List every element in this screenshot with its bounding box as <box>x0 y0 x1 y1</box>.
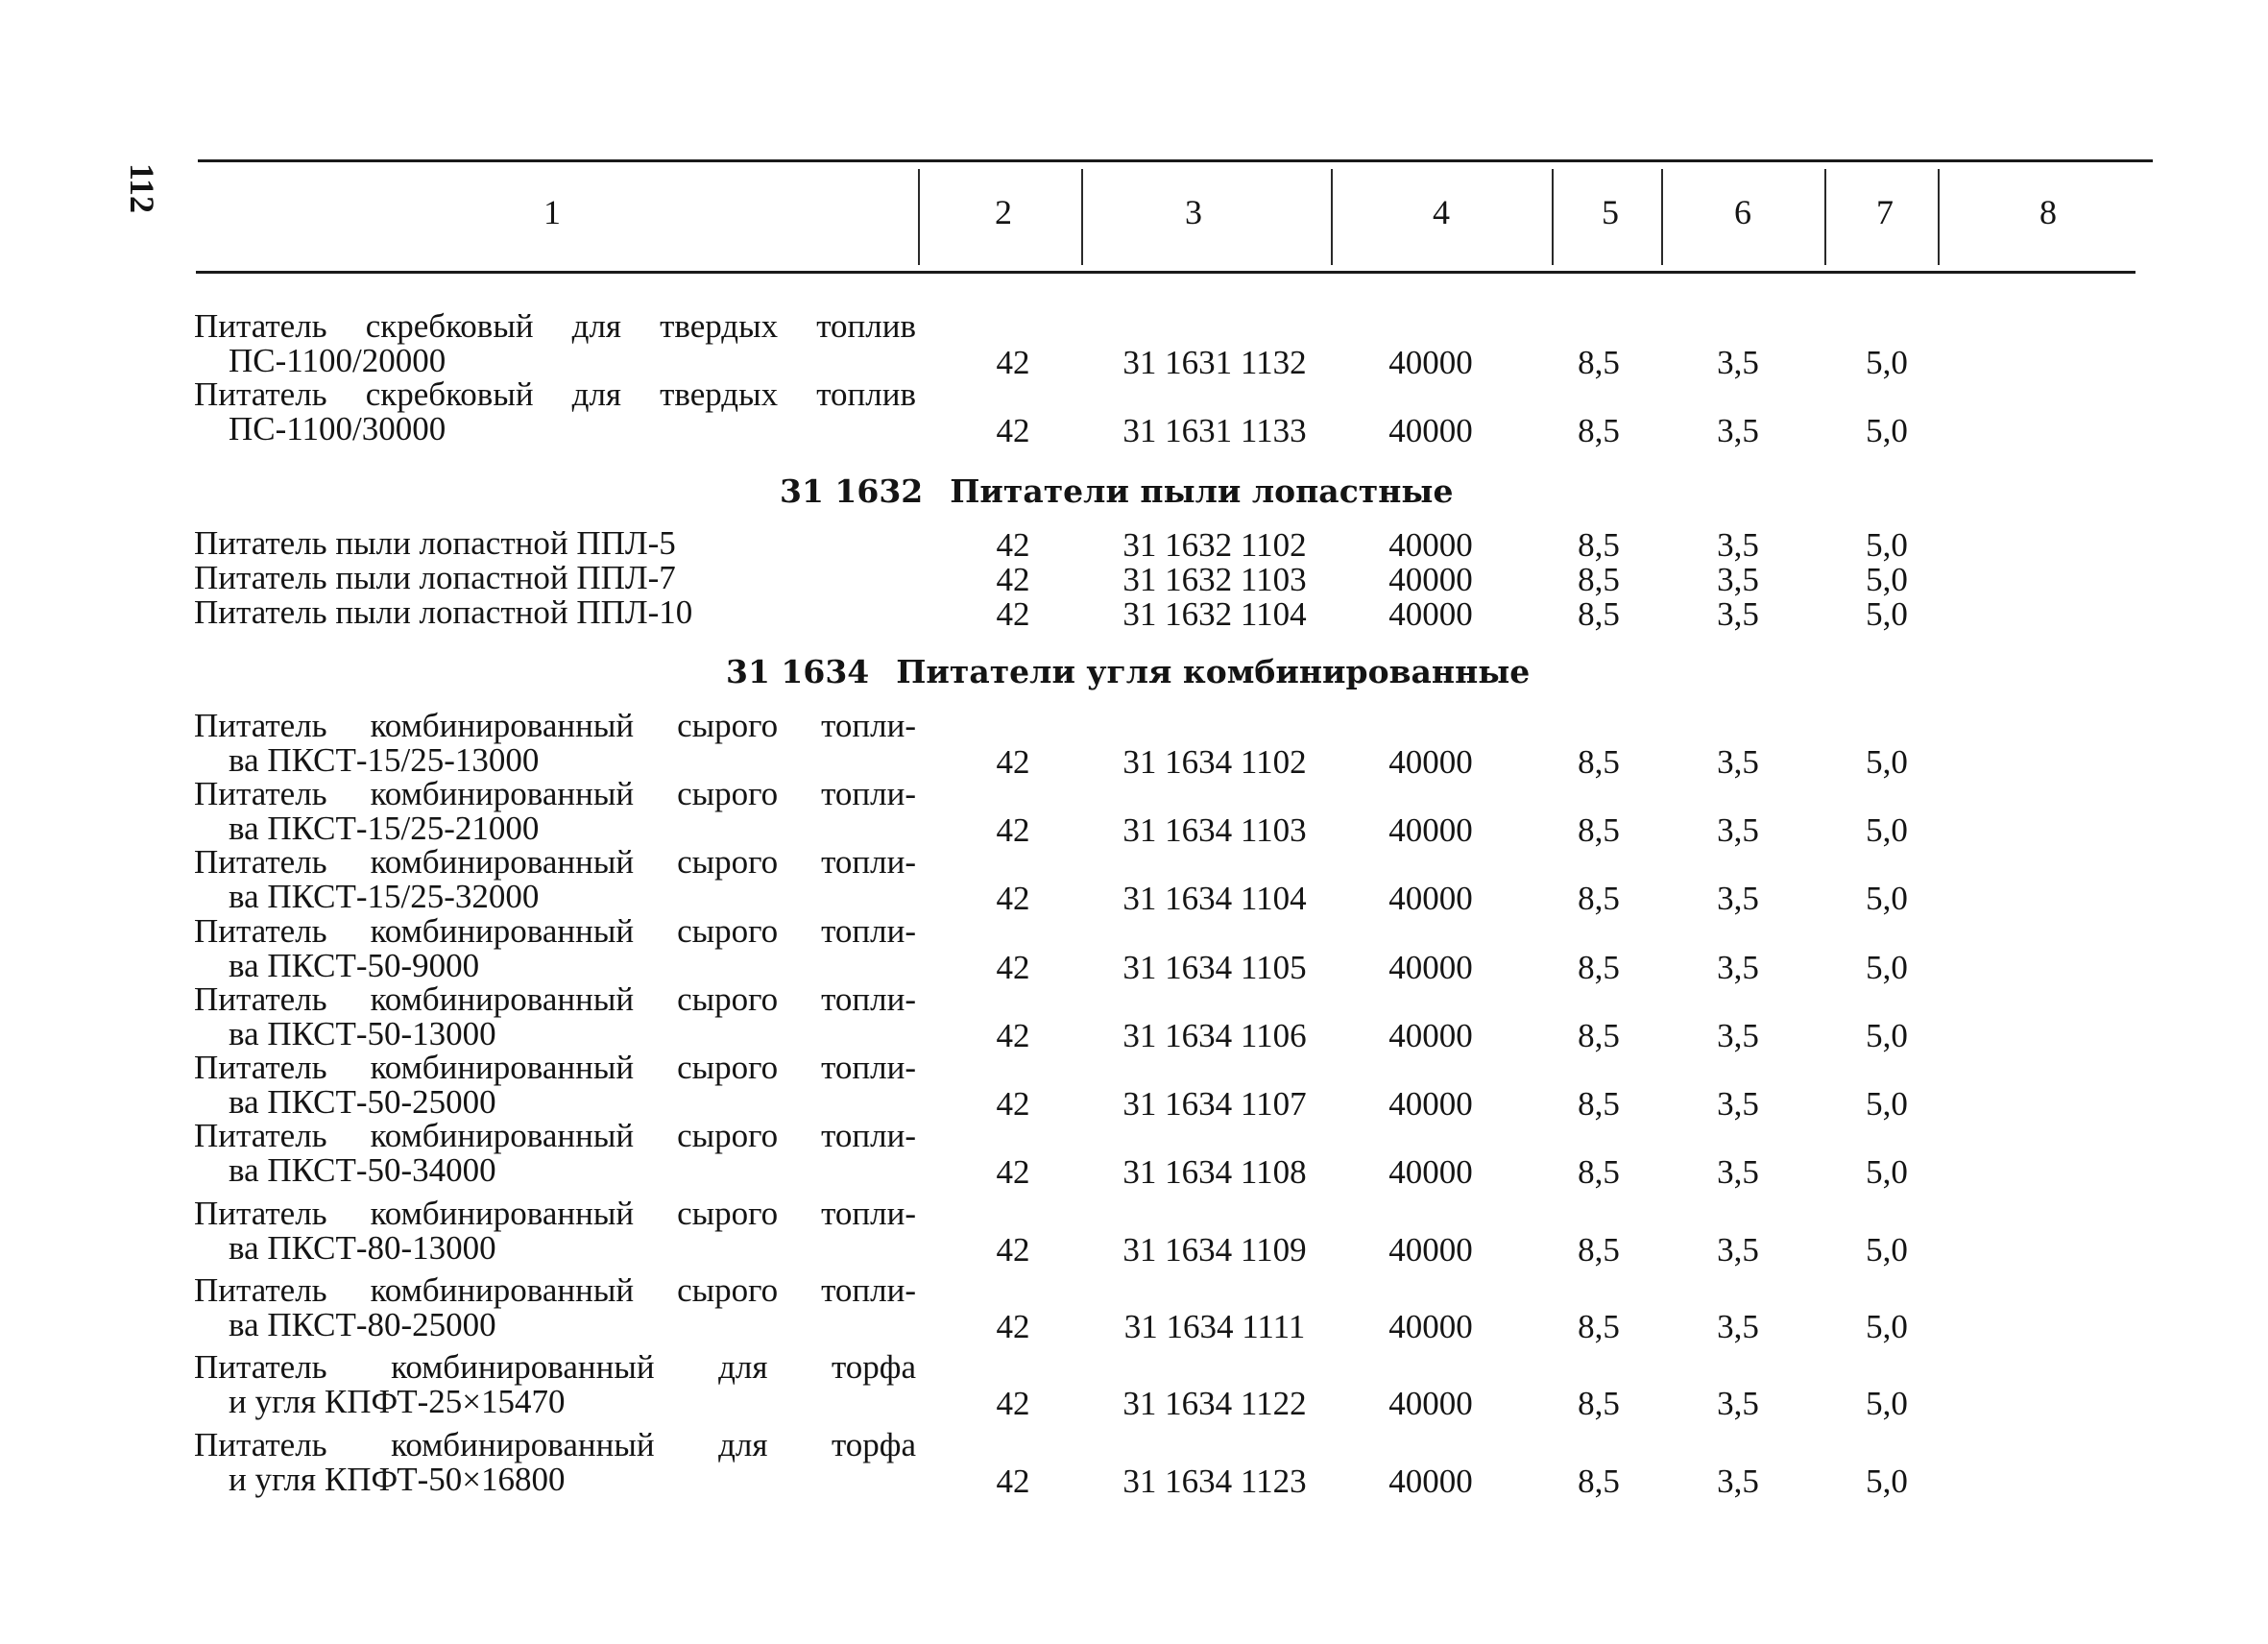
cell-c7: 5,0 <box>1866 1153 1908 1191</box>
cell-c7: 5,0 <box>1866 412 1908 449</box>
item-name-line: ва ПКСТ-50-25000 <box>229 1083 496 1121</box>
cell-c6: 3,5 <box>1717 1308 1759 1345</box>
item-name-line: ва ПКСТ-50-9000 <box>229 947 480 984</box>
cell-c5: 8,5 <box>1578 344 1620 381</box>
item-name-line: ва ПКСТ-15/25-21000 <box>229 810 540 847</box>
cell-c6: 3,5 <box>1717 1463 1759 1500</box>
cell-c5: 8,5 <box>1578 1231 1620 1269</box>
cell-c4: 40000 <box>1388 561 1473 598</box>
cell-c3: 31 1632 1103 <box>1122 561 1307 598</box>
cell-c3: 31 1634 1106 <box>1122 1017 1307 1054</box>
cell-c4: 40000 <box>1388 1308 1473 1345</box>
cell-c2: 42 <box>996 595 1030 633</box>
table-header-rule <box>196 271 2135 274</box>
item-name <box>194 845 916 914</box>
header-divider <box>1661 169 1663 265</box>
item-name <box>194 526 916 561</box>
cell-c3: 31 1634 1108 <box>1122 1153 1307 1191</box>
header-col-3: 3 <box>1185 193 1202 231</box>
header-divider <box>1331 169 1333 265</box>
header-col-8: 8 <box>2039 193 2057 231</box>
cell-c4: 40000 <box>1388 412 1473 449</box>
header-col-2: 2 <box>995 193 1012 231</box>
item-name-line: Питатель комбинированный для торфа <box>194 1348 916 1386</box>
cell-c2: 42 <box>996 743 1030 781</box>
cell-c5: 8,5 <box>1578 1308 1620 1345</box>
item-name <box>194 777 916 846</box>
cell-c5: 8,5 <box>1578 1017 1620 1054</box>
cell-c4: 40000 <box>1388 595 1473 633</box>
cell-c5: 8,5 <box>1578 880 1620 917</box>
section-name: Питатели пыли лопастные <box>950 472 1454 510</box>
item-name <box>194 1051 916 1120</box>
cell-c3: 31 1634 1103 <box>1122 811 1307 849</box>
cell-c5: 8,5 <box>1578 1085 1620 1123</box>
header-col-7: 7 <box>1876 193 1894 231</box>
header-divider <box>1824 169 1826 265</box>
item-name-line: Питатель комбинированный сырого топли- <box>194 912 916 950</box>
cell-c3: 31 1634 1105 <box>1122 949 1307 986</box>
section-name: Питатели угля комбинированные <box>896 653 1531 690</box>
header-col-1: 1 <box>543 193 561 231</box>
cell-c3: 31 1634 1102 <box>1122 743 1307 781</box>
item-name-line: Питатель пыли лопастной ППЛ-5 <box>194 524 676 562</box>
cell-c2: 42 <box>996 344 1030 381</box>
cell-c7: 5,0 <box>1866 1017 1908 1054</box>
cell-c4: 40000 <box>1388 1231 1473 1269</box>
item-name-line: Питатель комбинированный для торфа <box>194 1426 916 1463</box>
item-name-line: ва ПКСТ-80-13000 <box>229 1229 496 1267</box>
item-name-line: Питатель комбинированный сырого топли- <box>194 1117 916 1154</box>
cell-c7: 5,0 <box>1866 743 1908 781</box>
cell-c7: 5,0 <box>1866 949 1908 986</box>
cell-c5: 8,5 <box>1578 1463 1620 1500</box>
cell-c2: 42 <box>996 1463 1030 1500</box>
cell-c3: 31 1634 1109 <box>1122 1231 1307 1269</box>
cell-c3: 31 1631 1133 <box>1122 412 1307 449</box>
cell-c4: 40000 <box>1388 743 1473 781</box>
cell-c5: 8,5 <box>1578 743 1620 781</box>
cell-c3: 31 1632 1102 <box>1122 526 1307 564</box>
cell-c3: 31 1634 1107 <box>1122 1085 1307 1123</box>
cell-c4: 40000 <box>1388 526 1473 564</box>
cell-c7: 5,0 <box>1866 880 1908 917</box>
header-col-5: 5 <box>1602 193 1619 231</box>
header-divider <box>1938 169 1940 265</box>
cell-c2: 42 <box>996 1017 1030 1054</box>
cell-c6: 3,5 <box>1717 949 1759 986</box>
cell-c6: 3,5 <box>1717 811 1759 849</box>
item-name <box>194 914 916 983</box>
header-divider <box>1081 169 1083 265</box>
page-number: 112 <box>123 162 161 213</box>
header-divider <box>1552 169 1554 265</box>
item-name <box>194 1273 916 1342</box>
cell-c6: 3,5 <box>1717 1085 1759 1123</box>
cell-c4: 40000 <box>1388 1385 1473 1422</box>
cell-c7: 5,0 <box>1866 344 1908 381</box>
cell-c7: 5,0 <box>1866 1231 1908 1269</box>
header-col-4: 4 <box>1433 193 1450 231</box>
item-name-line: Питатель пыли лопастной ППЛ-10 <box>194 593 693 631</box>
cell-c7: 5,0 <box>1866 595 1908 633</box>
cell-c6: 3,5 <box>1717 561 1759 598</box>
item-name-line: ПС-1100/30000 <box>229 410 446 447</box>
section-title <box>726 653 1530 690</box>
item-name-line: Питатель комбинированный сырого топли- <box>194 980 916 1018</box>
item-name-line: ва ПКСТ-15/25-32000 <box>229 878 540 915</box>
cell-c6: 3,5 <box>1717 1385 1759 1422</box>
section-title <box>780 472 1453 510</box>
header-col-6: 6 <box>1734 193 1751 231</box>
cell-c3: 31 1631 1132 <box>1122 344 1307 381</box>
cell-c4: 40000 <box>1388 1085 1473 1123</box>
item-name-line: ва ПКСТ-50-34000 <box>229 1151 496 1189</box>
cell-c2: 42 <box>996 949 1030 986</box>
cell-c2: 42 <box>996 811 1030 849</box>
header-divider <box>918 169 920 265</box>
cell-c6: 3,5 <box>1717 1017 1759 1054</box>
item-name-line: Питатель пыли лопастной ППЛ-7 <box>194 559 676 596</box>
item-name-line: Питатель скребковый для твердых топлив <box>194 375 916 413</box>
cell-c2: 42 <box>996 1231 1030 1269</box>
cell-c6: 3,5 <box>1717 1153 1759 1191</box>
item-name-line: Питатель скребковый для твердых топлив <box>194 307 916 345</box>
cell-c4: 40000 <box>1388 880 1473 917</box>
item-name-line: Питатель комбинированный сырого топли- <box>194 707 916 744</box>
cell-c3: 31 1634 1123 <box>1122 1463 1307 1500</box>
cell-c5: 8,5 <box>1578 949 1620 986</box>
cell-c6: 3,5 <box>1717 743 1759 781</box>
cell-c6: 3,5 <box>1717 344 1759 381</box>
section-code: 31 1634 <box>726 653 870 690</box>
cell-c6: 3,5 <box>1717 880 1759 917</box>
item-name <box>194 1197 916 1266</box>
item-name <box>194 709 916 778</box>
table-top-rule <box>198 159 2153 162</box>
cell-c2: 42 <box>996 1385 1030 1422</box>
item-name-line: Питатель комбинированный сырого топли- <box>194 1049 916 1086</box>
item-name-line: и угля КПФТ-25×15470 <box>229 1383 566 1420</box>
cell-c3: 31 1634 1111 <box>1123 1308 1306 1345</box>
item-name <box>194 1428 916 1497</box>
item-name <box>194 982 916 1052</box>
item-name-line: ва ПКСТ-50-13000 <box>229 1015 496 1052</box>
item-name-line: и угля КПФТ-50×16800 <box>229 1461 566 1498</box>
cell-c4: 40000 <box>1388 1463 1473 1500</box>
item-name-line: Питатель комбинированный сырого топли- <box>194 1271 916 1309</box>
item-name-line: Питатель комбинированный сырого топли- <box>194 1195 916 1232</box>
cell-c7: 5,0 <box>1866 1463 1908 1500</box>
cell-c6: 3,5 <box>1717 526 1759 564</box>
cell-c4: 40000 <box>1388 811 1473 849</box>
cell-c2: 42 <box>996 526 1030 564</box>
cell-c5: 8,5 <box>1578 412 1620 449</box>
item-name-line: ва ПКСТ-15/25-13000 <box>229 741 540 779</box>
item-name-line: Питатель комбинированный сырого топли- <box>194 775 916 812</box>
cell-c6: 3,5 <box>1717 595 1759 633</box>
cell-c2: 42 <box>996 1085 1030 1123</box>
cell-c2: 42 <box>996 1153 1030 1191</box>
cell-c5: 8,5 <box>1578 526 1620 564</box>
cell-c5: 8,5 <box>1578 595 1620 633</box>
cell-c7: 5,0 <box>1866 561 1908 598</box>
section-code: 31 1632 <box>780 472 924 510</box>
cell-c4: 40000 <box>1388 949 1473 986</box>
cell-c4: 40000 <box>1388 344 1473 381</box>
cell-c7: 5,0 <box>1866 1308 1908 1345</box>
cell-c7: 5,0 <box>1866 526 1908 564</box>
item-name <box>194 1350 916 1419</box>
item-name-line: ПС-1100/20000 <box>229 342 446 379</box>
cell-c5: 8,5 <box>1578 1153 1620 1191</box>
cell-c6: 3,5 <box>1717 1231 1759 1269</box>
cell-c5: 8,5 <box>1578 561 1620 598</box>
cell-c3: 31 1634 1104 <box>1122 880 1307 917</box>
item-name <box>194 309 916 378</box>
cell-c6: 3,5 <box>1717 412 1759 449</box>
cell-c4: 40000 <box>1388 1153 1473 1191</box>
item-name-line: Питатель комбинированный сырого топли- <box>194 843 916 881</box>
cell-c5: 8,5 <box>1578 811 1620 849</box>
cell-c3: 31 1634 1122 <box>1122 1385 1307 1422</box>
cell-c4: 40000 <box>1388 1017 1473 1054</box>
item-name <box>194 595 916 630</box>
cell-c2: 42 <box>996 1308 1030 1345</box>
cell-c2: 42 <box>996 412 1030 449</box>
cell-c2: 42 <box>996 880 1030 917</box>
cell-c7: 5,0 <box>1866 811 1908 849</box>
cell-c7: 5,0 <box>1866 1085 1908 1123</box>
cell-c2: 42 <box>996 561 1030 598</box>
item-name <box>194 377 916 447</box>
cell-c3: 31 1632 1104 <box>1122 595 1307 633</box>
cell-c5: 8,5 <box>1578 1385 1620 1422</box>
item-name <box>194 561 916 595</box>
cell-c7: 5,0 <box>1866 1385 1908 1422</box>
item-name <box>194 1119 916 1188</box>
item-name-line: ва ПКСТ-80-25000 <box>229 1306 496 1343</box>
